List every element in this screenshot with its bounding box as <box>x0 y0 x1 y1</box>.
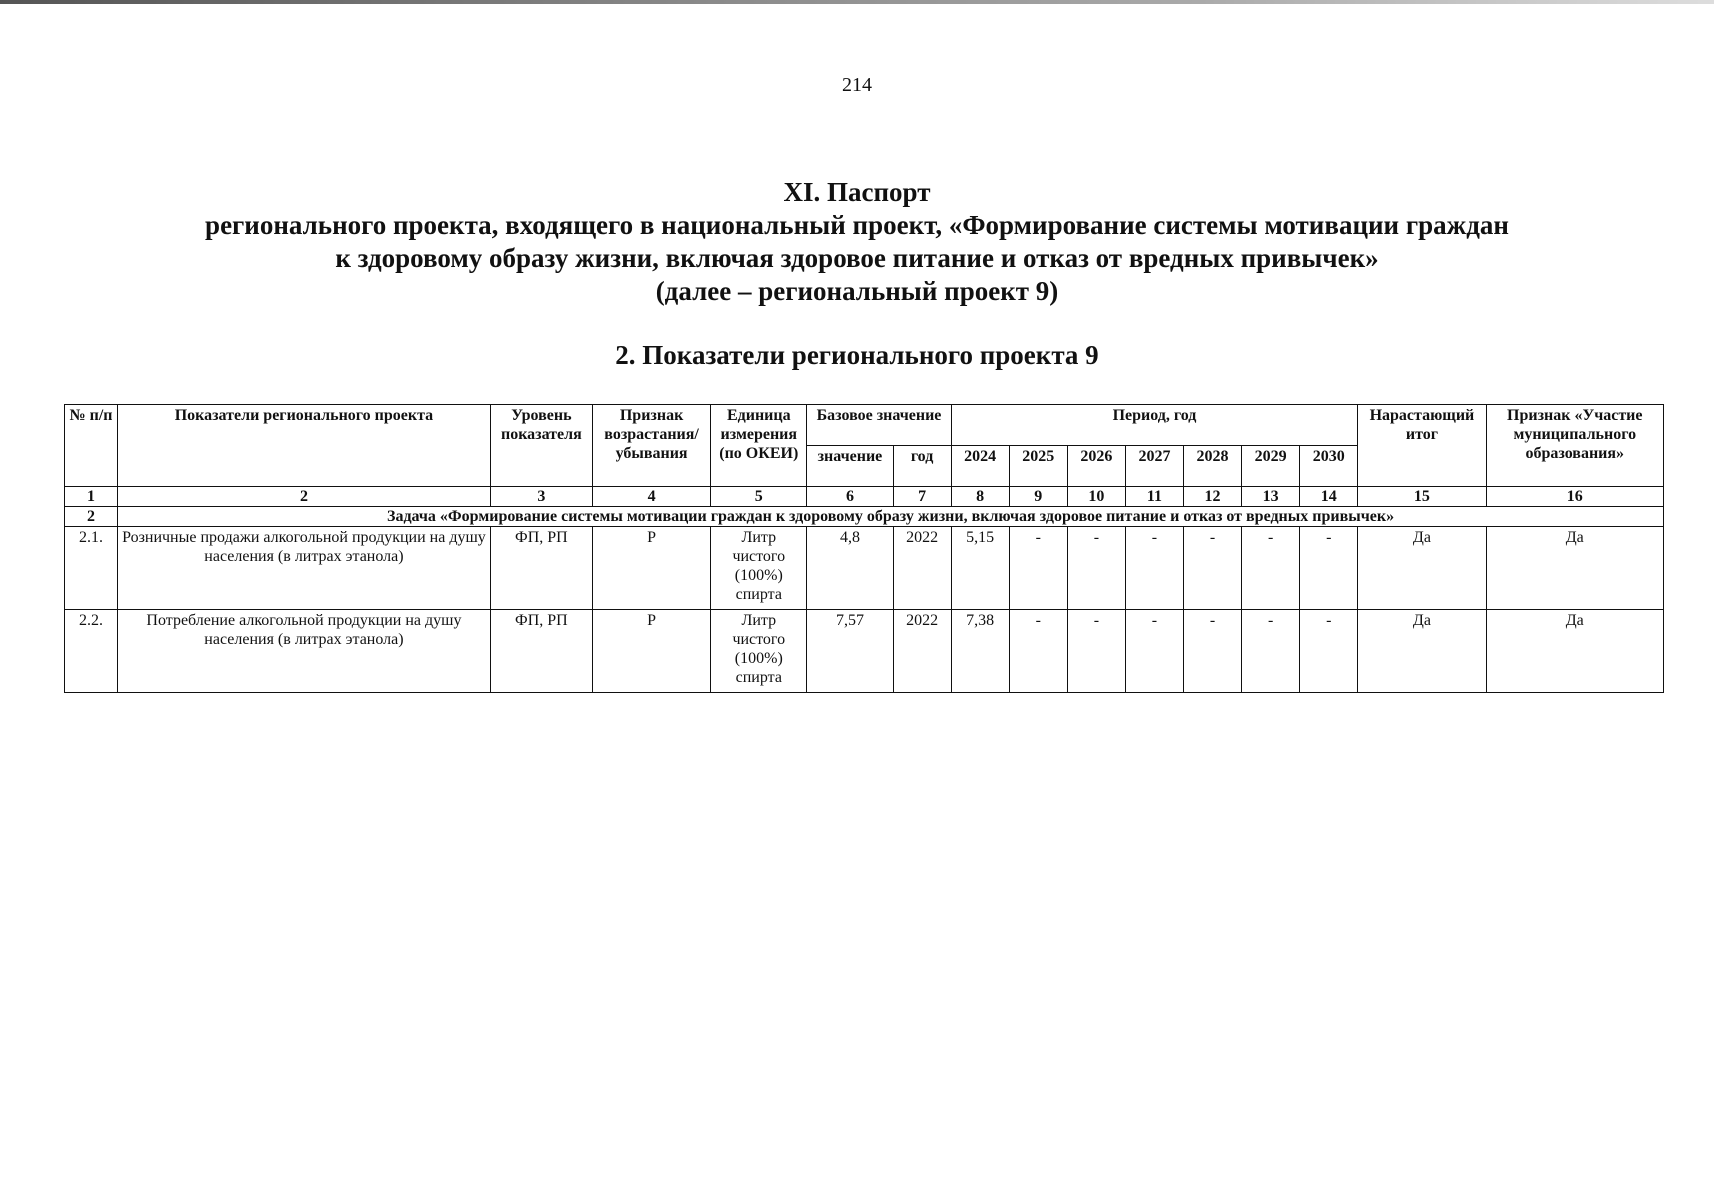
row-year-2029: - <box>1242 610 1300 693</box>
row-trend: Р <box>592 610 710 693</box>
row-year-2024: 5,15 <box>951 527 1009 610</box>
header-municipal: Признак «Участие муниципального образования» <box>1486 405 1663 487</box>
title-line-1: XI. Паспорт <box>783 177 931 207</box>
row-year-2027: - <box>1125 610 1183 693</box>
column-number: 12 <box>1184 487 1242 507</box>
scan-edge-strip <box>0 0 1714 4</box>
row-cumulative: Да <box>1358 610 1486 693</box>
header-year-2028: 2028 <box>1184 446 1242 487</box>
column-number: 15 <box>1358 487 1486 507</box>
task-text: Задача «Формирование системы мотивации граждан к здоровому образу жизни, включая здоровое питание и отказ от вредных привычек» <box>118 507 1664 527</box>
title-line-4: (далее – региональный проект 9) <box>655 276 1059 306</box>
document-title <box>0 176 1714 308</box>
column-number-row <box>65 487 1664 507</box>
header-base-value: значение <box>807 446 893 487</box>
row-indicator: Потребление алкогольной продукции на душу населения (в литрах этанола) <box>118 610 491 693</box>
row-year-2027: - <box>1125 527 1183 610</box>
table-row <box>65 527 1664 610</box>
row-year-2026: - <box>1067 527 1125 610</box>
row-base-year: 2022 <box>893 527 951 610</box>
row-cumulative: Да <box>1358 527 1486 610</box>
row-municipal: Да <box>1486 610 1663 693</box>
row-base-year: 2022 <box>893 610 951 693</box>
column-number: 3 <box>490 487 592 507</box>
header-indicator: Показатели регионального проекта <box>118 405 491 487</box>
header-base-year: год <box>893 446 951 487</box>
row-year-2025: - <box>1009 610 1067 693</box>
column-number: 7 <box>893 487 951 507</box>
header-num: № п/п <box>65 405 118 487</box>
row-base-value: 7,57 <box>807 610 893 693</box>
title-line-2: регионального проекта, входящего в национальный проект, «Формирование системы мотивации граждан <box>205 210 1509 240</box>
column-number: 2 <box>118 487 491 507</box>
header-year-2025: 2025 <box>1009 446 1067 487</box>
header-trend: Признак возрастания/ убывания <box>592 405 710 487</box>
column-number: 4 <box>592 487 710 507</box>
row-year-2030: - <box>1300 527 1358 610</box>
row-num: 2.1. <box>65 527 118 610</box>
header-base: Базовое значение <box>807 405 951 446</box>
row-unit: Литр чистого (100%) спирта <box>711 610 807 693</box>
column-number: 13 <box>1242 487 1300 507</box>
row-base-value: 4,8 <box>807 527 893 610</box>
header-period: Период, год <box>951 405 1358 446</box>
column-number: 10 <box>1067 487 1125 507</box>
column-number: 9 <box>1009 487 1067 507</box>
header-year-2026: 2026 <box>1067 446 1125 487</box>
header-year-2030: 2030 <box>1300 446 1358 487</box>
header-year-2027: 2027 <box>1125 446 1183 487</box>
row-unit: Литр чистого (100%) спирта <box>711 527 807 610</box>
table-row <box>65 610 1664 693</box>
header-cumulative: Нарастающий итог <box>1358 405 1486 487</box>
row-year-2025: - <box>1009 527 1067 610</box>
row-year-2029: - <box>1242 527 1300 610</box>
header-year-2024: 2024 <box>951 446 1009 487</box>
column-number: 1 <box>65 487 118 507</box>
column-number: 14 <box>1300 487 1358 507</box>
row-year-2024: 7,38 <box>951 610 1009 693</box>
column-number: 5 <box>711 487 807 507</box>
column-number: 16 <box>1486 487 1663 507</box>
column-number: 8 <box>951 487 1009 507</box>
row-num: 2.2. <box>65 610 118 693</box>
row-trend: Р <box>592 527 710 610</box>
column-number: 11 <box>1125 487 1183 507</box>
column-number: 6 <box>807 487 893 507</box>
task-num: 2 <box>65 507 118 527</box>
header-unit: Единица измерения (по ОКЕИ) <box>711 405 807 487</box>
header-level: Уровень показателя <box>490 405 592 487</box>
section-title: 2. Показатели регионального проекта 9 <box>615 340 1099 370</box>
row-level: ФП, РП <box>490 610 592 693</box>
page-number: 214 <box>842 74 872 96</box>
title-line-3: к здоровому образу жизни, включая здоровое питание и отказ от вредных привычек» <box>335 243 1379 273</box>
row-year-2030: - <box>1300 610 1358 693</box>
row-year-2028: - <box>1184 610 1242 693</box>
header-year-2029: 2029 <box>1242 446 1300 487</box>
row-year-2026: - <box>1067 610 1125 693</box>
task-row <box>65 507 1664 527</box>
header-row-1 <box>65 405 1664 446</box>
indicators-table <box>64 404 1664 693</box>
row-municipal: Да <box>1486 527 1663 610</box>
row-year-2028: - <box>1184 527 1242 610</box>
row-level: ФП, РП <box>490 527 592 610</box>
row-indicator: Розничные продажи алкогольной продукции на душу населения (в литрах этанола) <box>118 527 491 610</box>
